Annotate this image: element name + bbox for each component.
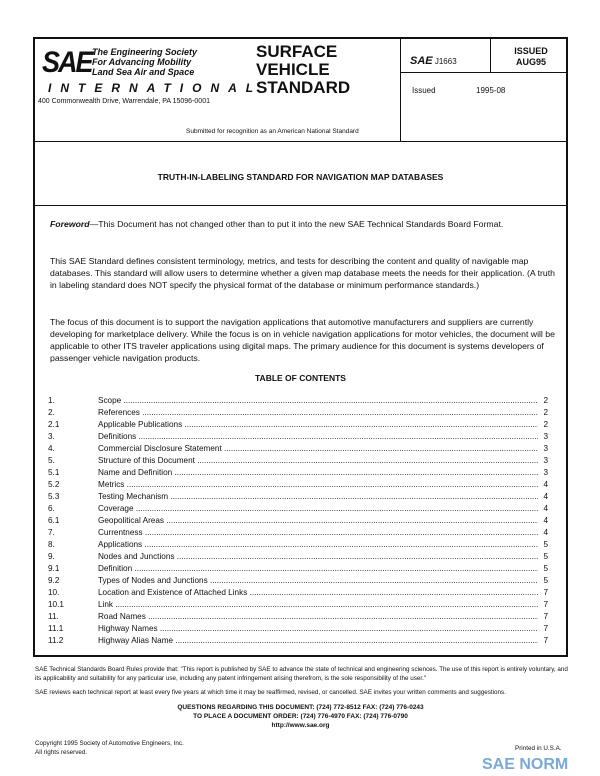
- toc-title: Structure of this Document .....: [98, 455, 538, 467]
- toc-entry[interactable]: [48, 395, 548, 407]
- foreword-text: —This Document has not changed other than to put it into the new SAE Technical Standards Board Format.: [89, 219, 504, 229]
- toc-title: Coverage .....: [98, 503, 538, 515]
- toc-title: References .....: [98, 407, 538, 419]
- toc-entry[interactable]: [48, 599, 548, 611]
- toc-page: 2: [543, 396, 548, 405]
- toc-number: 10.: [48, 588, 60, 597]
- toc-page: 4: [543, 504, 548, 513]
- toc-title: Highway Names .....: [98, 623, 538, 635]
- toc-number: 2.1: [48, 420, 60, 429]
- toc-title: Name and Definition .....: [98, 467, 538, 479]
- toc-entry[interactable]: [48, 539, 548, 551]
- toc-number: 11.1: [48, 624, 64, 633]
- printed-note: Printed in U.S.A.: [515, 745, 562, 752]
- toc-entry[interactable]: [48, 491, 548, 503]
- toc-entry[interactable]: [48, 575, 548, 587]
- toc-page: 4: [543, 528, 548, 537]
- sae-norm-watermark: SAE NORM: [482, 756, 569, 773]
- toc-title: Metrics .....: [98, 479, 538, 491]
- toc-heading: TABLE OF CONTENTS: [255, 373, 346, 383]
- toc-number: 7.: [48, 528, 55, 537]
- issued-value: AUG95: [515, 57, 546, 67]
- toc-number: 5.2: [48, 480, 60, 489]
- toc-title: Location and Existence of Attached Links .....: [98, 587, 538, 599]
- document-type: [256, 43, 350, 97]
- toc-entry[interactable]: [48, 419, 548, 431]
- divider: [33, 141, 568, 142]
- toc-page: 7: [543, 636, 548, 645]
- toc-page: 7: [543, 612, 548, 621]
- toc-entry[interactable]: [48, 587, 548, 599]
- toc-number: 3.: [48, 432, 55, 441]
- toc-number: 6.1: [48, 516, 60, 525]
- submitted-note: Submitted for recognition as an American National Standard: [186, 128, 359, 135]
- document-title: TRUTH-IN-LABELING STANDARD FOR NAVIGATION MAP DATABASES: [157, 172, 444, 182]
- toc-title: Definition .....: [98, 563, 538, 575]
- sae-logo: SAE: [42, 45, 92, 79]
- toc-number: 1.: [48, 396, 55, 405]
- tagline-line: The Engineering Society: [92, 47, 198, 57]
- doc-number: [410, 55, 457, 67]
- issued-label: Issued: [412, 86, 436, 95]
- toc-number: 11.2: [48, 636, 64, 645]
- toc-entry[interactable]: [48, 551, 548, 563]
- toc-page: 2: [543, 420, 548, 429]
- toc-entry[interactable]: [48, 455, 548, 467]
- tagline-line: Land Sea Air and Space: [92, 67, 195, 77]
- tagline-line: For Advancing Mobility: [92, 57, 192, 67]
- doc-number-value: J1663: [434, 57, 457, 66]
- toc-entry[interactable]: [48, 611, 548, 623]
- international-label: INTERNATIONAL: [48, 81, 263, 95]
- rules-note: SAE Technical Standards Board Rules provide that: "This report is published by SAE to advance the state of technical and engineering sciences. The use of this report is entirely voluntary, and its applicability and suitability for any particular use, including any patent infringement arising therefrom, is the sole responsibility of the user.": [35, 666, 568, 682]
- toc-page: 3: [543, 432, 548, 441]
- toc-title: Types of Nodes and Junctions .....: [98, 575, 538, 587]
- issued-label: ISSUED: [514, 46, 548, 56]
- paragraph-1: This SAE Standard defines consistent terminology, metrics, and tests for describing the content and quality of navigable map databases. This standard will allow users to determine whether a given map database meets the needs for their application. (A truth in labeling standard does NOT specify the physical format of the database or minimum performance standards.): [50, 256, 555, 290]
- paragraph-2: The focus of this document is to support the navigation applications that automotive manufacturers and suppliers are currently developing for marketplace delivery. While the focus is on in vehicle navigation applications for motor vehicles, the document will be applicable to other ITS traveler applications using digital maps. The primary audience for this document is systems developers of passenger vehicle navigation products.: [50, 317, 555, 363]
- toc-entry[interactable]: [48, 635, 548, 647]
- issued-box: [498, 46, 564, 68]
- toc-number: 11.: [48, 612, 59, 621]
- address: 400 Commonwealth Drive, Warrendale, PA 15096-0001: [38, 98, 210, 105]
- toc-title: Link .....: [98, 599, 538, 611]
- toc-page: 5: [543, 552, 548, 561]
- order-line: TO PLACE A DOCUMENT ORDER: (724) 776-4970 FAX: (724) 776-0790: [193, 713, 408, 720]
- toc-page: 7: [543, 600, 548, 609]
- toc-entry[interactable]: [48, 515, 548, 527]
- rights-line: All rights reserved.: [35, 749, 88, 756]
- toc-number: 5.: [48, 456, 55, 465]
- toc-entry[interactable]: [48, 503, 548, 515]
- toc-page: 4: [543, 492, 548, 501]
- toc-entry[interactable]: [48, 479, 548, 491]
- divider: [490, 37, 491, 73]
- toc-page: 2: [543, 408, 548, 417]
- foreword: [50, 218, 555, 230]
- toc-entry[interactable]: [48, 431, 548, 443]
- toc-page: 5: [543, 576, 548, 585]
- toc-entry[interactable]: [48, 467, 548, 479]
- copyright: [35, 739, 184, 757]
- contact-info: [33, 703, 568, 730]
- toc-title: Testing Mechanism .....: [98, 491, 538, 503]
- toc-entry[interactable]: [48, 563, 548, 575]
- toc-page: 5: [543, 540, 548, 549]
- toc-title: Nodes and Junctions .....: [98, 551, 538, 563]
- toc-page: 7: [543, 624, 548, 633]
- table-of-contents: [48, 395, 548, 647]
- toc-title: Currentness .....: [98, 527, 538, 539]
- divider: [400, 37, 401, 142]
- toc-title: Geopolitical Areas .....: [98, 515, 538, 527]
- toc-number: 8.: [48, 540, 55, 549]
- foreword-label: Foreword: [50, 219, 90, 229]
- review-note: SAE reviews each technical report at least every five years at which time it may be reaffirmed, revised, or cancelled. SAE invites your written comments and suggestions.: [35, 689, 506, 696]
- toc-number: 9.1: [48, 564, 60, 573]
- toc-title: Highway Alias Name .....: [98, 635, 538, 647]
- toc-title: Applicable Publications .....: [98, 419, 538, 431]
- toc-page: 4: [543, 480, 548, 489]
- questions-line: QUESTIONS REGARDING THIS DOCUMENT: (724) 772-8512 FAX: (724) 776-0243: [177, 704, 424, 711]
- toc-page: 3: [543, 456, 548, 465]
- toc-page: 3: [543, 444, 548, 453]
- doc-type-line: SURFACE: [256, 42, 338, 61]
- issued-date: 1995-08: [476, 86, 506, 95]
- toc-number: 9.2: [48, 576, 60, 585]
- toc-number: 10.1: [48, 600, 64, 609]
- toc-entry[interactable]: [48, 527, 548, 539]
- toc-title: Scope .....: [98, 395, 538, 407]
- divider: [400, 72, 568, 73]
- toc-page: 7: [543, 588, 548, 597]
- tagline: [92, 47, 197, 77]
- toc-number: 6.: [48, 504, 55, 513]
- toc-page: 5: [543, 564, 548, 573]
- copyright-line: Copyright 1995 Society of Automotive Engineers, Inc.: [35, 740, 184, 747]
- doc-type-line: VEHICLE: [256, 60, 330, 79]
- toc-title: Definitions .....: [98, 431, 538, 443]
- toc-page: 3: [543, 468, 548, 477]
- toc-title: Commercial Disclosure Statement .....: [98, 443, 538, 455]
- doc-type-line: STANDARD: [256, 78, 351, 97]
- toc-number: 2.: [48, 408, 55, 417]
- toc-number: 4.: [48, 444, 55, 453]
- toc-entry[interactable]: [48, 623, 548, 635]
- website-link[interactable]: http://www.sae.org: [271, 722, 330, 729]
- toc-number: 5.3: [48, 492, 60, 501]
- toc-number: 9.: [48, 552, 55, 561]
- toc-entry[interactable]: [48, 443, 548, 455]
- toc-number: 5.1: [48, 468, 60, 477]
- toc-title: Applications .....: [98, 539, 538, 551]
- toc-entry[interactable]: [48, 407, 548, 419]
- divider: [33, 205, 568, 206]
- sae-small-logo: SAE: [410, 55, 433, 67]
- toc-title: Road Names .....: [98, 611, 538, 623]
- toc-page: 4: [543, 516, 548, 525]
